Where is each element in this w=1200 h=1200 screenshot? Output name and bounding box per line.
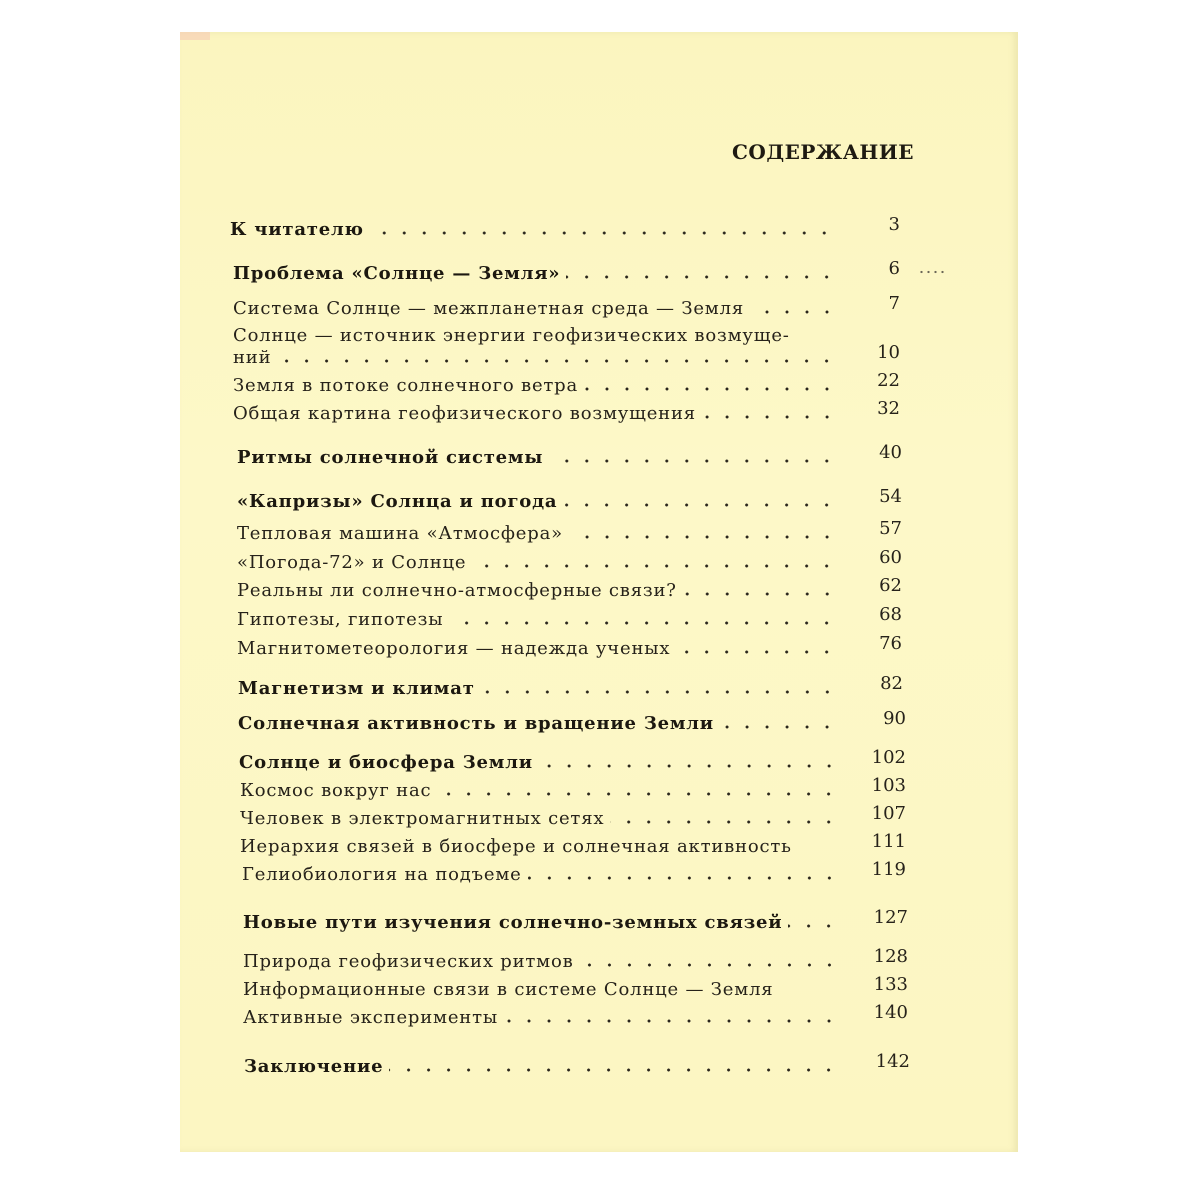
toc-entry-page: 54: [879, 486, 902, 507]
toc-entry-label: Солнце — источник энергии геофизических возмуще-: [233, 325, 790, 346]
toc-entry-page: 3: [888, 214, 900, 235]
toc-entry-page: 127: [873, 907, 908, 928]
toc-entry-label: «Капризы» Солнца и погода: [237, 491, 558, 512]
toc-entry-page: 7: [888, 293, 900, 314]
dot-leader: [569, 535, 837, 539]
toc-entry: [243, 946, 845, 972]
dot-leader: [539, 764, 839, 768]
toc-entry-page: 133: [873, 974, 908, 995]
toc-entry-page: 107: [871, 803, 906, 824]
toc-entry-label: Земля в потоке солнечного ветра: [233, 375, 579, 396]
toc-entry: [233, 293, 843, 319]
dot-leader: [370, 231, 834, 235]
toc-entry: [243, 907, 845, 933]
toc-entry-label: Магнитометеорология — надежда ученых: [237, 638, 671, 659]
toc-entry-page: 82: [880, 673, 903, 694]
toc-entry: [233, 398, 843, 424]
toc-entry-page: 10: [877, 342, 900, 363]
dot-leader: [676, 650, 837, 654]
toc-title: СОДЕРЖАНИЕ: [732, 140, 914, 164]
toc-entry-page: 142: [875, 1051, 910, 1072]
toc-entry: [238, 673, 843, 699]
toc-entry: [237, 518, 843, 544]
dot-leader: [750, 310, 837, 314]
toc-entry-label: Новые пути изучения солнечно-земных связей: [243, 912, 783, 933]
toc-entry: [237, 442, 843, 468]
dot-leader: [481, 690, 837, 694]
toc-entry-page: 90: [883, 708, 906, 729]
dot-leader: [580, 963, 839, 967]
toc-entry-label: Гипотезы, гипотезы: [237, 609, 444, 630]
toc-entry-label: Информационные связи в системе Солнце — Земля: [243, 979, 774, 1000]
toc-entry-label: Активные эксперименты: [243, 1007, 498, 1028]
dot-leader: [720, 725, 837, 729]
dot-leader: [504, 1019, 839, 1023]
toc-entry-page: 103: [871, 775, 906, 796]
toc-entry: [237, 486, 843, 512]
dot-leader: [683, 592, 837, 596]
dot-leader: [702, 415, 837, 419]
toc-entry-label: Солнце и биосфера Земли: [239, 752, 533, 773]
toc-entry-page: 57: [879, 518, 902, 539]
dot-leader: [584, 387, 837, 391]
dot-leader: [566, 275, 837, 279]
toc-entry-page: 32: [877, 398, 900, 419]
toc-entry: [238, 708, 843, 734]
dot-leader: [277, 359, 837, 363]
toc-entry: [237, 575, 843, 601]
toc-entry-page: 40: [879, 442, 902, 463]
toc-entry: [244, 1051, 845, 1077]
toc-entry-page: 102: [871, 747, 906, 768]
toc-entry-label: Солнечная активность и вращение Земли: [238, 713, 714, 734]
toc-entry-page: 6: [888, 258, 900, 279]
toc-entry-label: К читателю: [230, 219, 364, 240]
toc-entry-page: 68: [879, 604, 902, 625]
toc-entry: [240, 831, 845, 857]
toc-entry: [240, 775, 845, 801]
dot-leader: [472, 564, 837, 568]
toc-entry-label: Иерархия связей в биосфере и солнечная активность: [240, 836, 792, 857]
toc-entry-label: Человек в электромагнитных сетях: [240, 808, 605, 829]
dot-leader: [389, 1068, 839, 1072]
toc-entry-page: 76: [879, 633, 902, 654]
toc-entry-page: 62: [879, 575, 902, 596]
dot-leader: [788, 924, 839, 928]
toc-entry-label: Общая картина геофизического возмущения: [233, 403, 696, 424]
toc-entry-label: Гелиобиология на подъеме: [242, 864, 522, 885]
dot-leader: [549, 459, 837, 463]
toc-entry-continuation: [233, 342, 843, 368]
toc-entry-page: 140: [873, 1002, 908, 1023]
dot-leader: [528, 876, 839, 880]
toc-entry-label: Ритмы солнечной системы: [237, 447, 544, 468]
toc-entry: [243, 974, 845, 1000]
toc-entry: [239, 747, 845, 773]
toc-entry: [233, 258, 843, 284]
dot-leader: [437, 792, 839, 796]
toc-entry: [230, 214, 840, 240]
toc-entry-label: Система Солнце — межпланетная среда — Земля: [233, 298, 744, 319]
toc-entry: [242, 859, 845, 885]
stray-dots: [918, 270, 944, 274]
toc-entry-label: Проблема «Солнце — Земля»: [233, 263, 561, 284]
toc-entry-label: Природа геофизических ритмов: [243, 951, 574, 972]
toc-entry-label: Тепловая машина «Атмосфера»: [237, 523, 563, 544]
toc-entry-label: Заключение: [244, 1056, 384, 1077]
toc-entry-page: 22: [877, 370, 900, 391]
dot-leader: [563, 503, 837, 507]
toc-entry-label: Реальны ли солнечно-атмосферные связи?: [237, 580, 677, 601]
toc-entry-label-continuation: ний: [233, 347, 272, 368]
toc-entry-page: 111: [871, 831, 906, 852]
toc-entry-page: 60: [879, 547, 902, 568]
toc-entry: [237, 547, 843, 573]
toc-entry: [237, 604, 843, 630]
toc-entry: [240, 803, 845, 829]
toc-entry-label: Магнетизм и климат: [238, 678, 475, 699]
toc-entry-label: «Погода-72» и Солнце: [237, 552, 467, 573]
toc-entry: [237, 633, 843, 659]
toc-entry: [243, 1002, 845, 1028]
dot-leader: [449, 621, 837, 625]
toc-entry-page: 119: [871, 859, 906, 880]
toc-entry-page: 128: [873, 946, 908, 967]
dot-leader: [610, 820, 839, 824]
toc-entry-label: Космос вокруг нас: [240, 780, 432, 801]
toc-entry: [233, 370, 843, 396]
